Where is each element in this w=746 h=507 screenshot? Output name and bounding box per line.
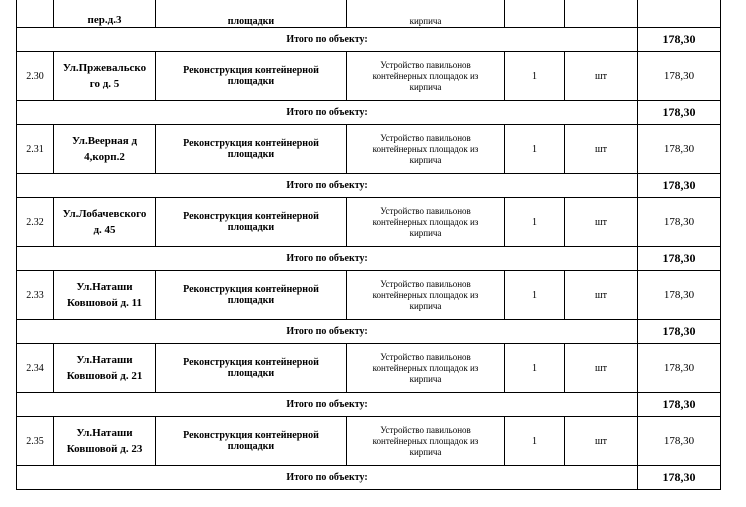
street-line-2: Ковшовой д. 21 [66, 370, 143, 382]
work-line-2: площадки [227, 368, 275, 379]
desc-line-2: контейнерных площадок из [372, 362, 479, 373]
row-number-cell: 2.33 [17, 271, 54, 320]
desc-line-3: кирпича [409, 446, 442, 457]
work-cell [156, 417, 347, 466]
row-number-cell: 2.30 [17, 52, 54, 101]
work-line-2: площадки [227, 295, 275, 306]
total-label: Итого по объекту: [17, 320, 638, 344]
total-row [17, 28, 721, 52]
table-row [17, 52, 721, 101]
work-line-2: площадки [227, 149, 275, 160]
total-value: 178,30 [638, 393, 721, 417]
total-row [17, 101, 721, 125]
quantity-cell: 1 [505, 52, 565, 101]
sum-cell [638, 0, 721, 28]
work-cell [156, 344, 347, 393]
total-label: Итого по объекту: [17, 174, 638, 198]
street-line-2: Ковшовой д. 23 [66, 443, 143, 455]
street-line-1: Ул.Наташи [76, 281, 133, 293]
desc-line-1: Устройство павильонов [380, 132, 471, 143]
total-row [17, 247, 721, 271]
total-value: 178,30 [638, 174, 721, 198]
desc-line-2: контейнерных площадок из [372, 289, 479, 300]
quantity-cell: 1 [505, 125, 565, 174]
row-number-cell: 2.31 [17, 125, 54, 174]
street-line-1: Ул.Наташи [76, 354, 133, 366]
work-line-1: Реконструкция контейнерной [183, 211, 319, 222]
quantity-cell: 1 [505, 344, 565, 393]
total-label: Итого по объекту: [17, 393, 638, 417]
quantity-cell [505, 0, 565, 28]
total-row [17, 393, 721, 417]
street-cell [54, 198, 156, 247]
street-line-2: го д. 5 [89, 78, 120, 90]
estimate-table [16, 0, 721, 490]
work-cell [156, 52, 347, 101]
work-line-1: Реконструкция контейнерной [183, 138, 319, 149]
desc-line-1: Устройство павильонов [380, 59, 471, 70]
unit-cell: шт [565, 198, 638, 247]
street-cell [54, 344, 156, 393]
work-line-1: Реконструкция контейнерной [183, 65, 319, 76]
desc-line-3: кирпича [409, 227, 442, 238]
desc-line-1: Устройство павильонов [380, 205, 471, 216]
total-value: 178,30 [638, 320, 721, 344]
total-value: 178,30 [638, 101, 721, 125]
desc-line-2: контейнерных площадок из [372, 70, 479, 81]
total-label: Итого по объекту: [17, 28, 638, 52]
unit-cell: шт [565, 125, 638, 174]
total-value: 178,30 [638, 247, 721, 271]
unit-cell [565, 0, 638, 28]
unit-cell: шт [565, 344, 638, 393]
total-label: Итого по объекту: [17, 466, 638, 490]
work-line-1: Реконструкция контейнерной [183, 357, 319, 368]
street-cell [54, 417, 156, 466]
work-cell [156, 125, 347, 174]
table-row [17, 417, 721, 466]
unit-cell: шт [565, 271, 638, 320]
street-cell [54, 271, 156, 320]
desc-line-3: кирпича [409, 373, 442, 384]
total-label: Итого по объекту: [17, 247, 638, 271]
street-cell [54, 125, 156, 174]
total-value: 178,30 [638, 466, 721, 490]
sum-cell: 178,30 [638, 125, 721, 174]
sum-cell: 178,30 [638, 198, 721, 247]
street-line-1: Ул.Веерная д [71, 135, 138, 147]
total-label: Итого по объекту: [17, 101, 638, 125]
row-number-cell: 2.32 [17, 198, 54, 247]
table-row-fragment [17, 0, 721, 28]
description-cell [347, 271, 505, 320]
desc-line-3: кирпича [409, 300, 442, 311]
description-cell [347, 52, 505, 101]
table-row [17, 198, 721, 247]
work-cell [156, 198, 347, 247]
street-line-1: Ул.Наташи [76, 427, 133, 439]
row-number-cell: 2.35 [17, 417, 54, 466]
work-cell: площадки [156, 0, 347, 28]
street-cell [54, 52, 156, 101]
work-cell [156, 271, 347, 320]
estimate-table-body [17, 0, 721, 490]
table-row [17, 344, 721, 393]
desc-line-2: контейнерных площадок из [372, 143, 479, 154]
work-line-2: площадки [227, 76, 275, 87]
street-line-2: д. 45 [93, 224, 116, 236]
total-value: 178,30 [638, 28, 721, 52]
work-line-1: Реконструкция контейнерной [183, 430, 319, 441]
street-cell: пер.д.3 [54, 0, 156, 28]
sum-cell: 178,30 [638, 52, 721, 101]
desc-line-2: контейнерных площадок из [372, 216, 479, 227]
description-cell [347, 198, 505, 247]
sum-cell: 178,30 [638, 344, 721, 393]
desc-line-1: Устройство павильонов [380, 424, 471, 435]
work-line-1: Реконструкция контейнерной [183, 284, 319, 295]
unit-cell: шт [565, 52, 638, 101]
total-row [17, 174, 721, 198]
street-line-2: Ковшовой д. 11 [66, 297, 143, 309]
desc-line-2: контейнерных площадок из [372, 435, 479, 446]
desc-line-3: кирпича [409, 154, 442, 165]
quantity-cell: 1 [505, 417, 565, 466]
work-line-2: площадки [227, 222, 275, 233]
unit-cell: шт [565, 417, 638, 466]
street-line-1: Ул.Лобачевского [62, 208, 147, 220]
desc-line-1: Устройство павильонов [380, 351, 471, 362]
table-row [17, 271, 721, 320]
description-cell [347, 417, 505, 466]
street-line-2: 4,корп.2 [84, 151, 125, 163]
total-row [17, 320, 721, 344]
desc-line-1: Устройство павильонов [380, 278, 471, 289]
description-cell [347, 125, 505, 174]
desc-line-3: кирпича [409, 81, 442, 92]
sum-cell: 178,30 [638, 417, 721, 466]
work-line-2: площадки [227, 441, 275, 452]
row-number-cell [17, 0, 54, 28]
quantity-cell: 1 [505, 198, 565, 247]
street-line-1: Ул.Пржевальско [62, 62, 147, 74]
total-row [17, 466, 721, 490]
quantity-cell: 1 [505, 271, 565, 320]
sum-cell: 178,30 [638, 271, 721, 320]
table-row [17, 125, 721, 174]
description-cell [347, 344, 505, 393]
description-cell: кирпича [347, 0, 505, 28]
row-number-cell: 2.34 [17, 344, 54, 393]
